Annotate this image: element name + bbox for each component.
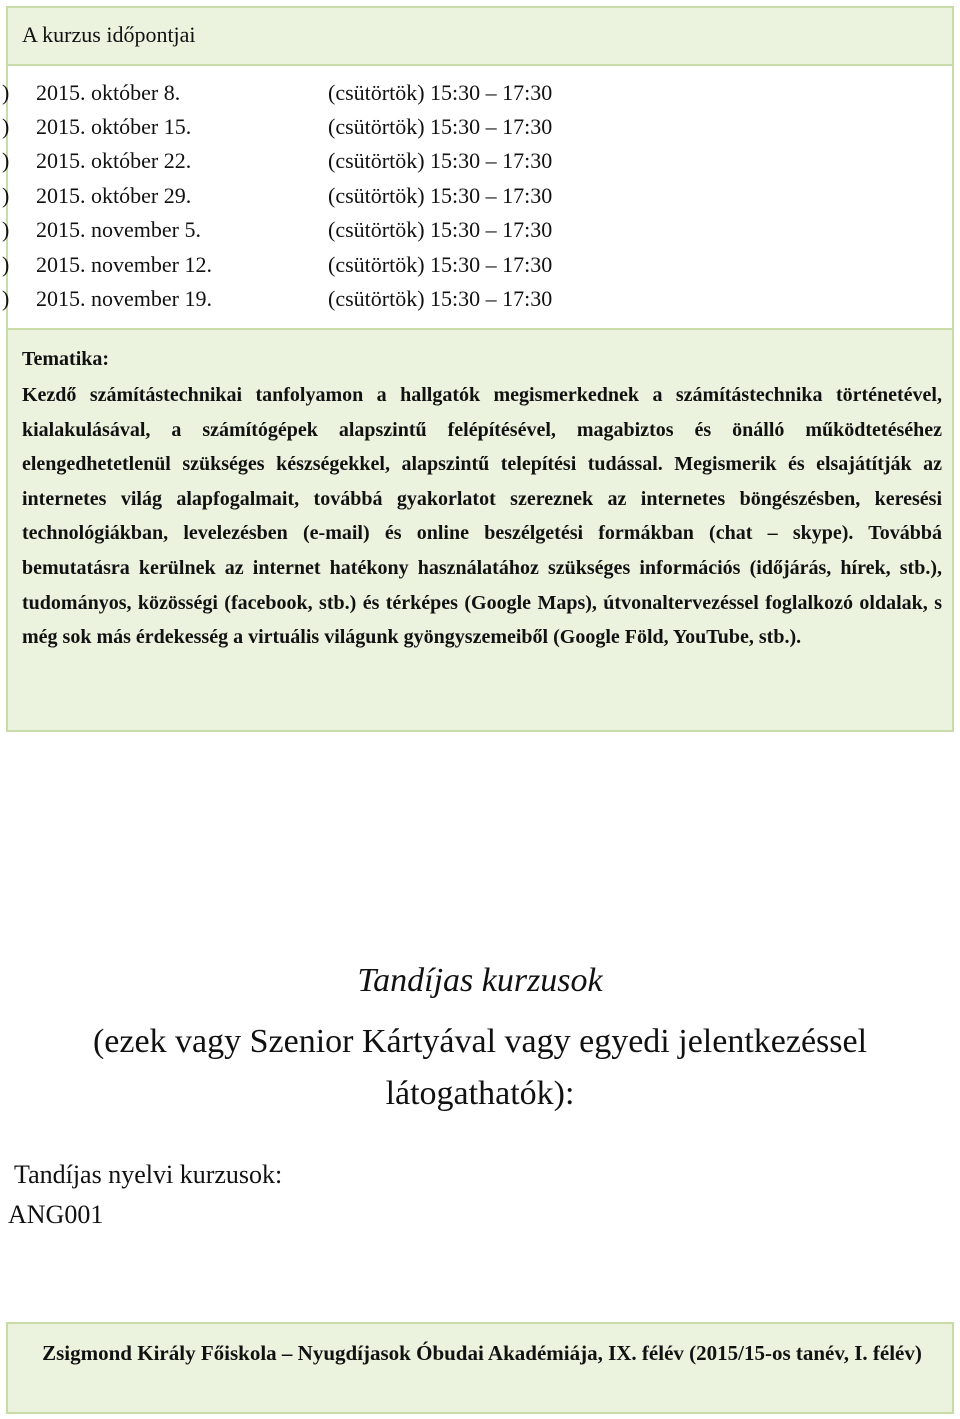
time-text: (csütörtök) 15:30 – 17:30 <box>328 80 553 105</box>
date-text: 2015. november 12. <box>36 252 212 277</box>
topic-box <box>6 328 954 732</box>
schedule-title: A kurzus időpontjai <box>22 22 196 47</box>
date-list <box>2 66 954 328</box>
language-courses-label: Tandíjas nyelvi kurzusok: <box>14 1160 283 1189</box>
date-text: 2015. október 8. <box>36 80 181 105</box>
time-text: (csütörtök) 15:30 – 17:30 <box>328 252 553 277</box>
date-text: 2015. október 15. <box>36 114 192 139</box>
date-text: 2015. november 19. <box>36 286 212 311</box>
list-bullet: ) <box>2 252 10 277</box>
list-bullet: ) <box>2 148 10 173</box>
topic-text: Kezdő számítástechnikai tanfolyamon a hallgatók megismerkednek a számítástechnika történetével, kialakulásával, a számítógépek alapszintű felépítésével, magabiztos és önálló működtetéséhez elengedhetetlenül szükséges készségekkel, alapszintű telepítési tudással. Megismerik és elsajátítják az internetes világ alapfogalmait, továbbá gyakorlatot szereznek az internetes böngészésben, keresési technológiákban, levelezésben (e-mail) és online beszélgetési formákban (chat – skype). Továbbá bemutatásra kerülnek az internet hatékony használatához szükséges információs (időjárás, hírek, stb.), tudományos, közösségi (facebook, stb.) és térképes (Google Maps), útvonaltervezéssel foglalkozó oldalak, s még sok más érdekesség a virtuális világunk gyöngyszemeiből (Google Föld, YouTube, stb.). <box>22 384 942 649</box>
course-code: ANG001 <box>8 1200 104 1229</box>
paid-courses-title: Tandíjas kurzusok <box>357 962 603 999</box>
list-bullet: ) <box>2 114 10 139</box>
footer-text: Zsigmond Király Főiskola – Nyugdíjasok Óbudai Akadémiája, IX. félév (2015/15-os tanév, I. félév) <box>42 1341 922 1365</box>
time-text: (csütörtök) 15:30 – 17:30 <box>328 148 553 173</box>
time-text: (csütörtök) 15:30 – 17:30 <box>328 286 553 311</box>
schedule-header <box>6 6 954 66</box>
list-bullet: ) <box>2 80 10 105</box>
list-bullet: ) <box>2 217 10 242</box>
list-bullet: ) <box>2 183 10 208</box>
time-text: (csütörtök) 15:30 – 17:30 <box>328 183 553 208</box>
list-bullet: ) <box>2 286 10 311</box>
time-text: (csütörtök) 15:30 – 17:30 <box>328 114 553 139</box>
date-text: 2015. november 5. <box>36 217 201 242</box>
paid-courses-subtitle: (ezek vagy Szenior Kártyával vagy egyedi jelentkezéssel látogathatók): <box>92 1023 868 1112</box>
topic-label: Tematika: <box>22 348 110 370</box>
date-text: 2015. október 29. <box>36 183 192 208</box>
date-text: 2015. október 22. <box>36 148 192 173</box>
time-text: (csütörtök) 15:30 – 17:30 <box>328 217 553 242</box>
footer <box>6 1322 954 1414</box>
